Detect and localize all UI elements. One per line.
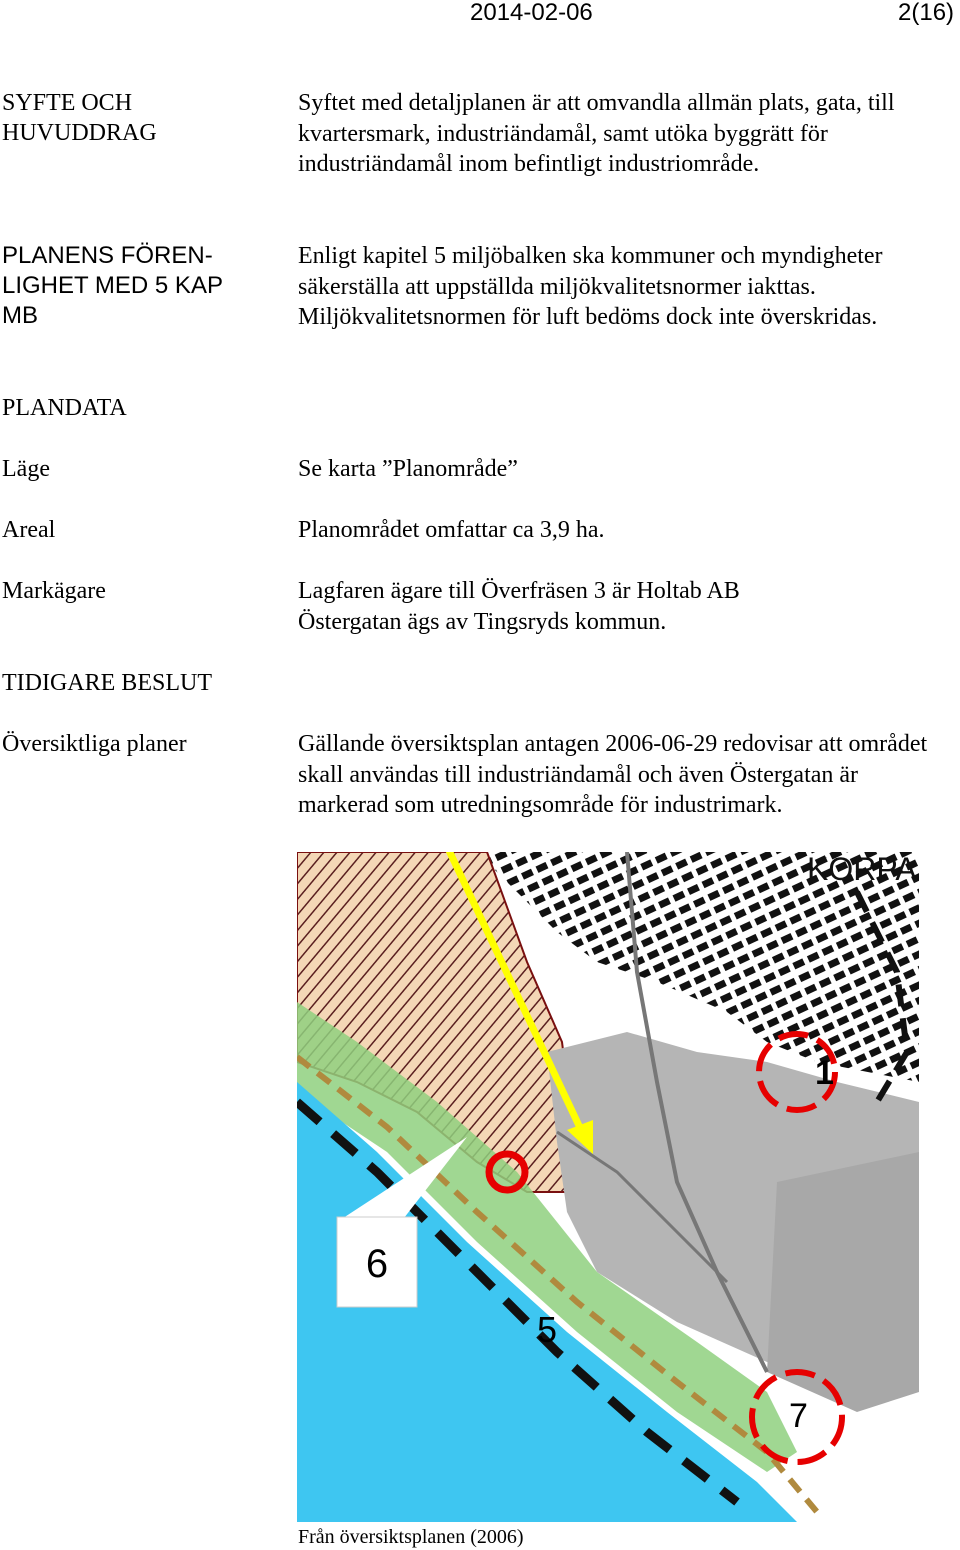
map-number-7: 7 [789,1397,808,1435]
text-lage: Se karta ”Planområde” [298,456,518,482]
section-label-syfte [2,88,272,148]
label-line: LIGHET MED 5 KAP [2,272,223,299]
label-markagare: Markägare [2,578,106,604]
header-page-number: 2(16) [898,0,955,26]
overview-plan-map [297,852,919,1522]
map-number-5: 5 [537,1309,558,1350]
header-date: 2014-02-06 [470,0,593,26]
label-line: PLANENS FÖREN- [2,242,213,269]
label-lage: Läge [2,456,50,482]
label-oversiktliga-planer: Översiktliga planer [2,731,187,757]
map-number-1: 1 [815,1054,834,1092]
label-line: MB [2,302,38,329]
text-markagare [298,576,948,637]
heading-plandata: PLANDATA [2,395,127,421]
text-line: Östergatan ägs av Tingsryds kommun. [298,608,667,635]
section-text-syfte: Syftet med detaljplanen är att omvandla allmän plats, gata, till kvartersmark, industriändamål, samt utöka byggrätt för industriändamål inom befintligt industriområde. [298,90,895,177]
map-number-6: 6 [365,1242,389,1286]
label-areal: Areal [2,517,56,543]
label-line: SYFTE OCH [2,90,133,116]
map-place-label: KORPA [807,852,917,887]
heading-tidigare-beslut: TIDIGARE BESLUT [2,670,212,696]
text-line: Lagfaren ägare till Överfräsen 3 är Holtab AB [298,578,740,604]
text-areal: Planområdet omfattar ca 3,9 ha. [298,517,605,543]
label-line: HUVUDDRAG [2,120,157,146]
map-caption: Från översiktsplanen (2006) [298,1526,524,1548]
text-oversiktliga-planer: Gällande översiktsplan antagen 2006-06-29 redovisar att området skall användas till industriändamål och även Östergatan är markerad som utredningsområde för industrimark. [298,731,928,818]
section-text-planens: Enligt kapitel 5 miljöbalken ska kommuner och myndigheter säkerställa att uppställda miljökvalitetsnormer iakttas. Miljökvalitetsnormen för luft bedöms dock inte överskridas. [298,243,883,330]
section-label-planens [2,241,272,331]
